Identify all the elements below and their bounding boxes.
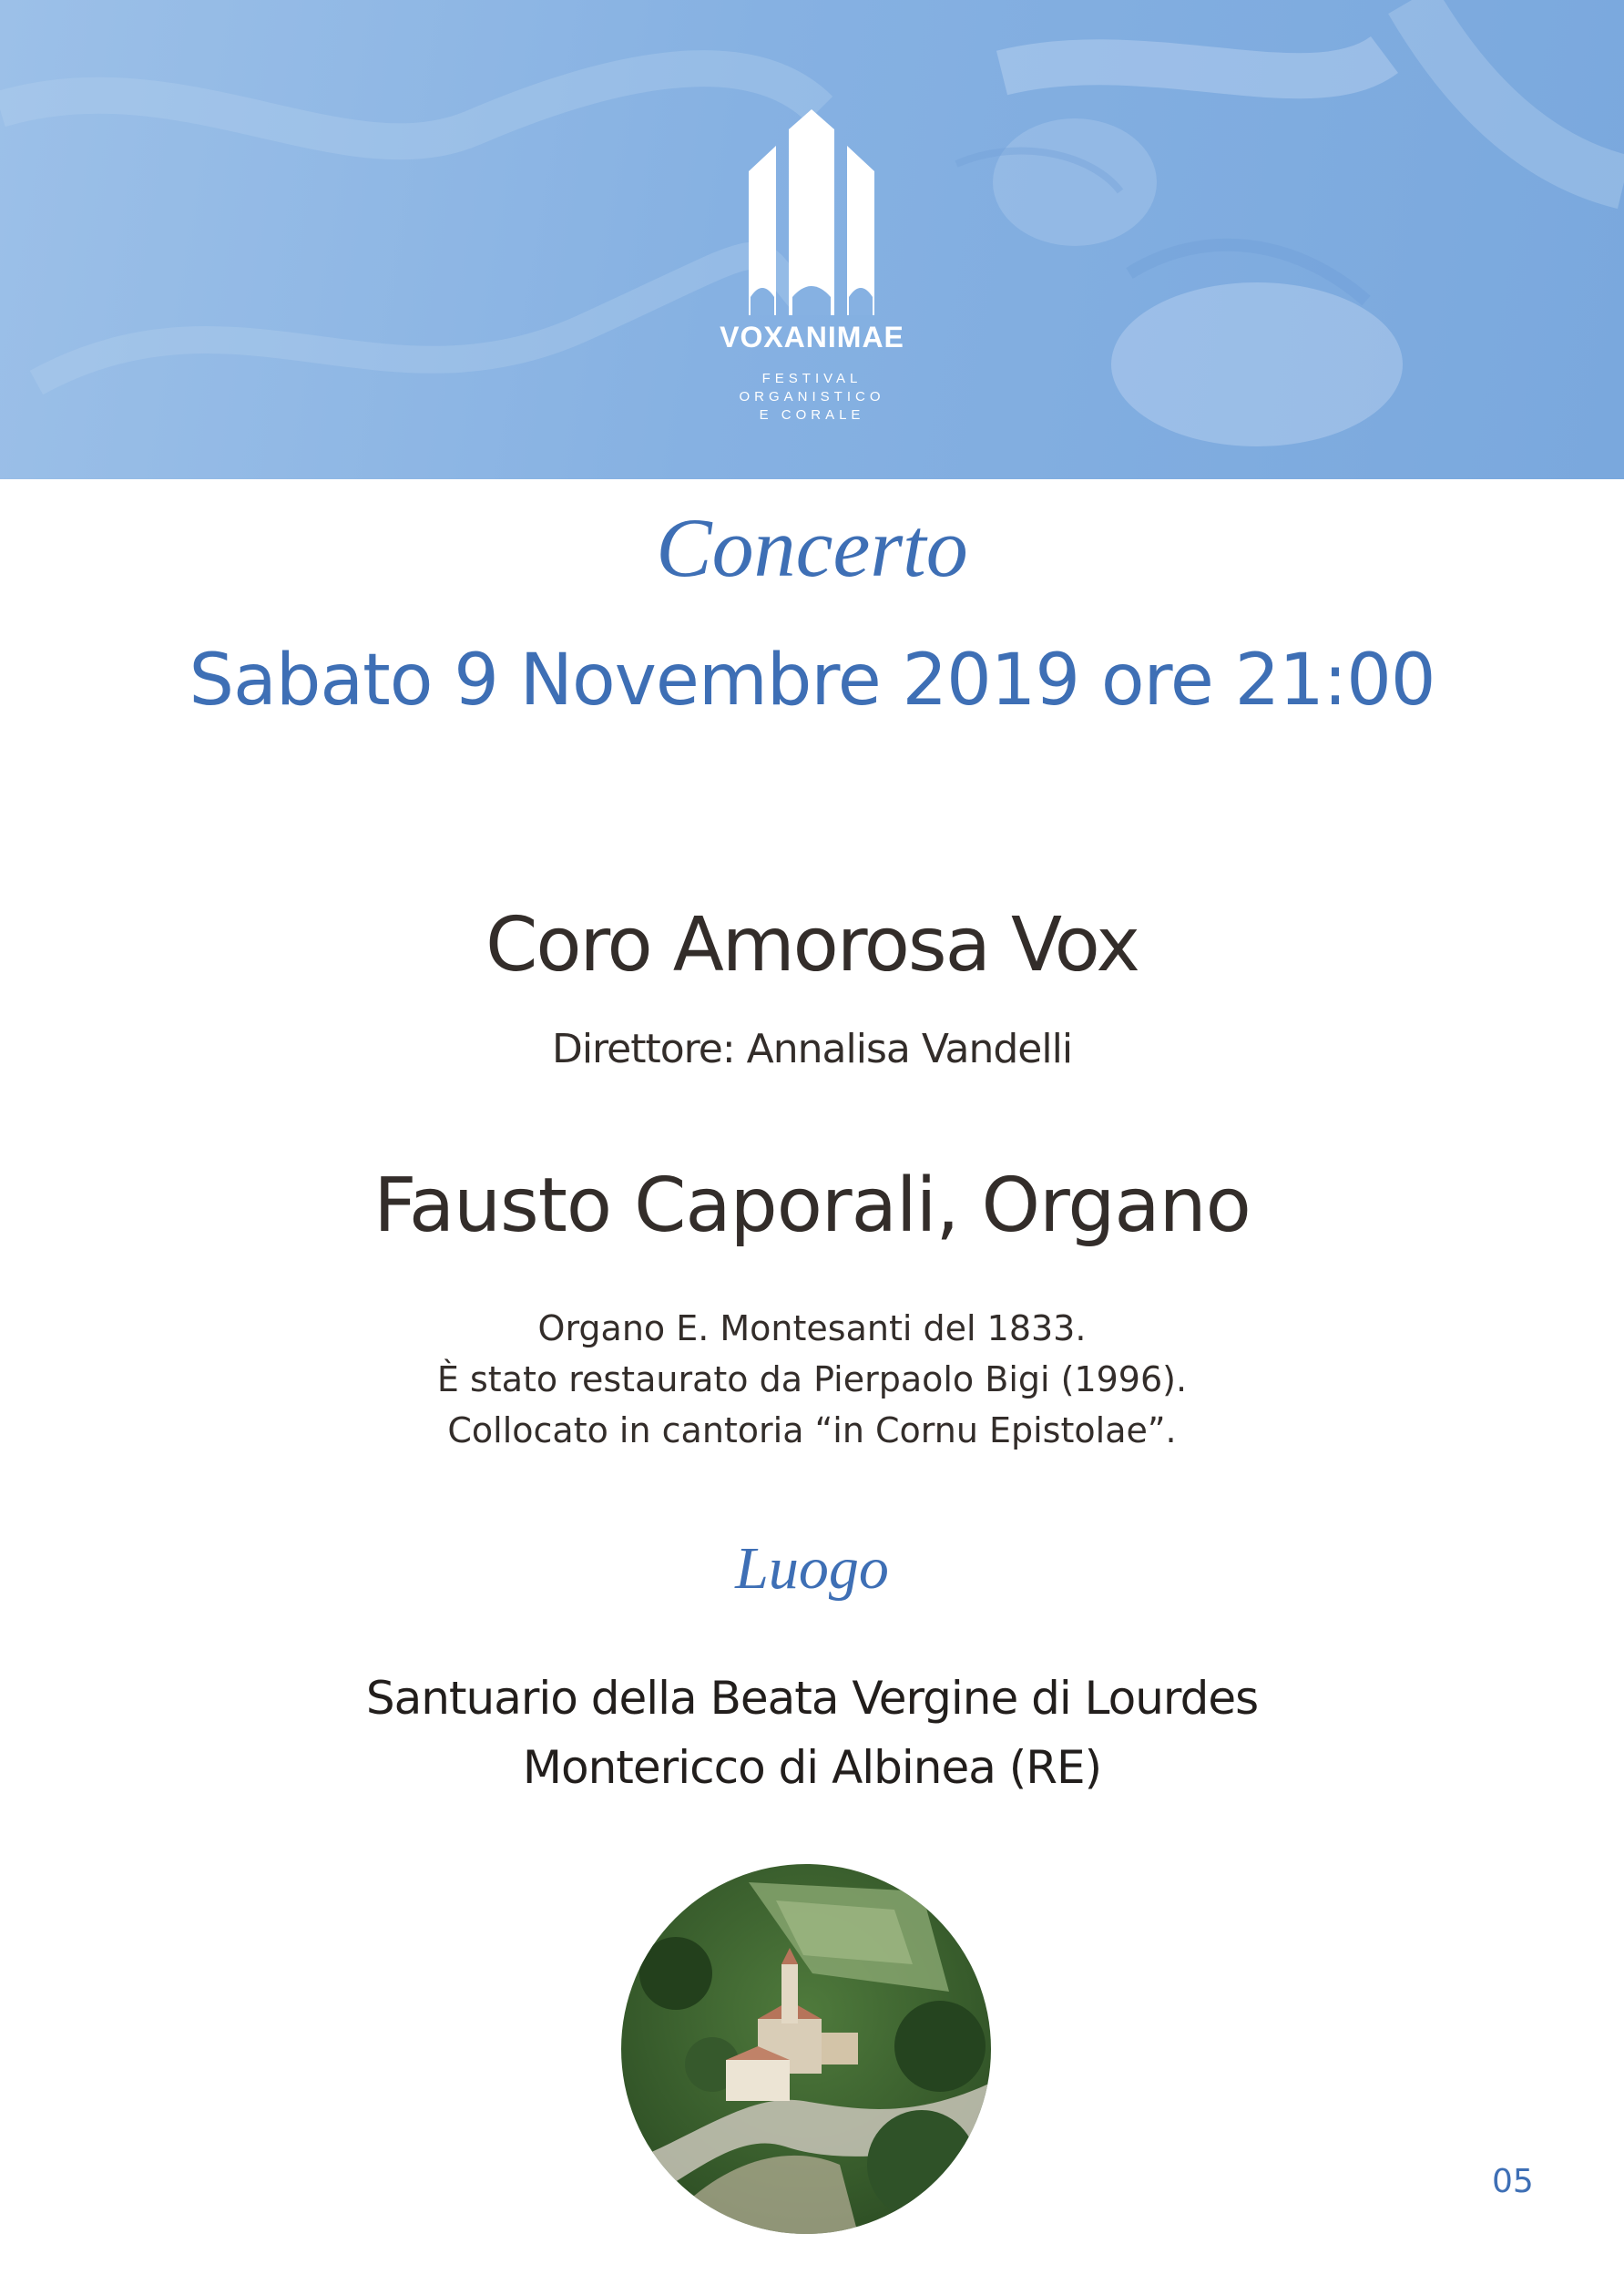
venue-town: Montericco di Albinea (RE): [522, 1741, 1102, 1794]
sanctuary-aerial-photo: [621, 1864, 991, 2234]
organ-note-line: Organo E. Montesanti del 1833.: [537, 1308, 1087, 1348]
venue-name: Santuario della Beata Vergine di Lourdes: [365, 1672, 1259, 1725]
festival-logo: [0, 0, 1624, 479]
choir-director: Direttore: Annalisa Vandelli: [551, 1026, 1073, 1072]
organ-pipes-logo-icon: [745, 109, 878, 319]
organ-note-line: È stato restaurato da Pierpaolo Bigi (1996).: [436, 1359, 1188, 1399]
page-number: 05: [1492, 2163, 1534, 2200]
choir-name: Coro Amorosa Vox: [485, 902, 1139, 989]
venue-address: [0, 1664, 1624, 1802]
logo-subtitle-line-1: FESTIVAL: [761, 371, 863, 386]
organ-note-line: Collocato in cantoria “in Cornu Epistolae”.: [447, 1410, 1177, 1450]
venue-heading: Luogo: [735, 1535, 889, 1602]
logo-wordmark: VOXANIMAE: [720, 321, 904, 353]
header-band: [0, 0, 1624, 479]
event-datetime: Sabato 9 Novembre 2019 ore 21:00: [189, 640, 1435, 722]
logo-subtitle-line-3: E CORALE: [759, 407, 865, 423]
event-heading: Concerto: [656, 501, 968, 594]
organist-name: Fausto Caporali, Organo: [373, 1163, 1251, 1249]
organ-notes: [0, 1303, 1624, 1456]
logo-subtitle-line-2: ORGANISTICO: [739, 389, 885, 405]
